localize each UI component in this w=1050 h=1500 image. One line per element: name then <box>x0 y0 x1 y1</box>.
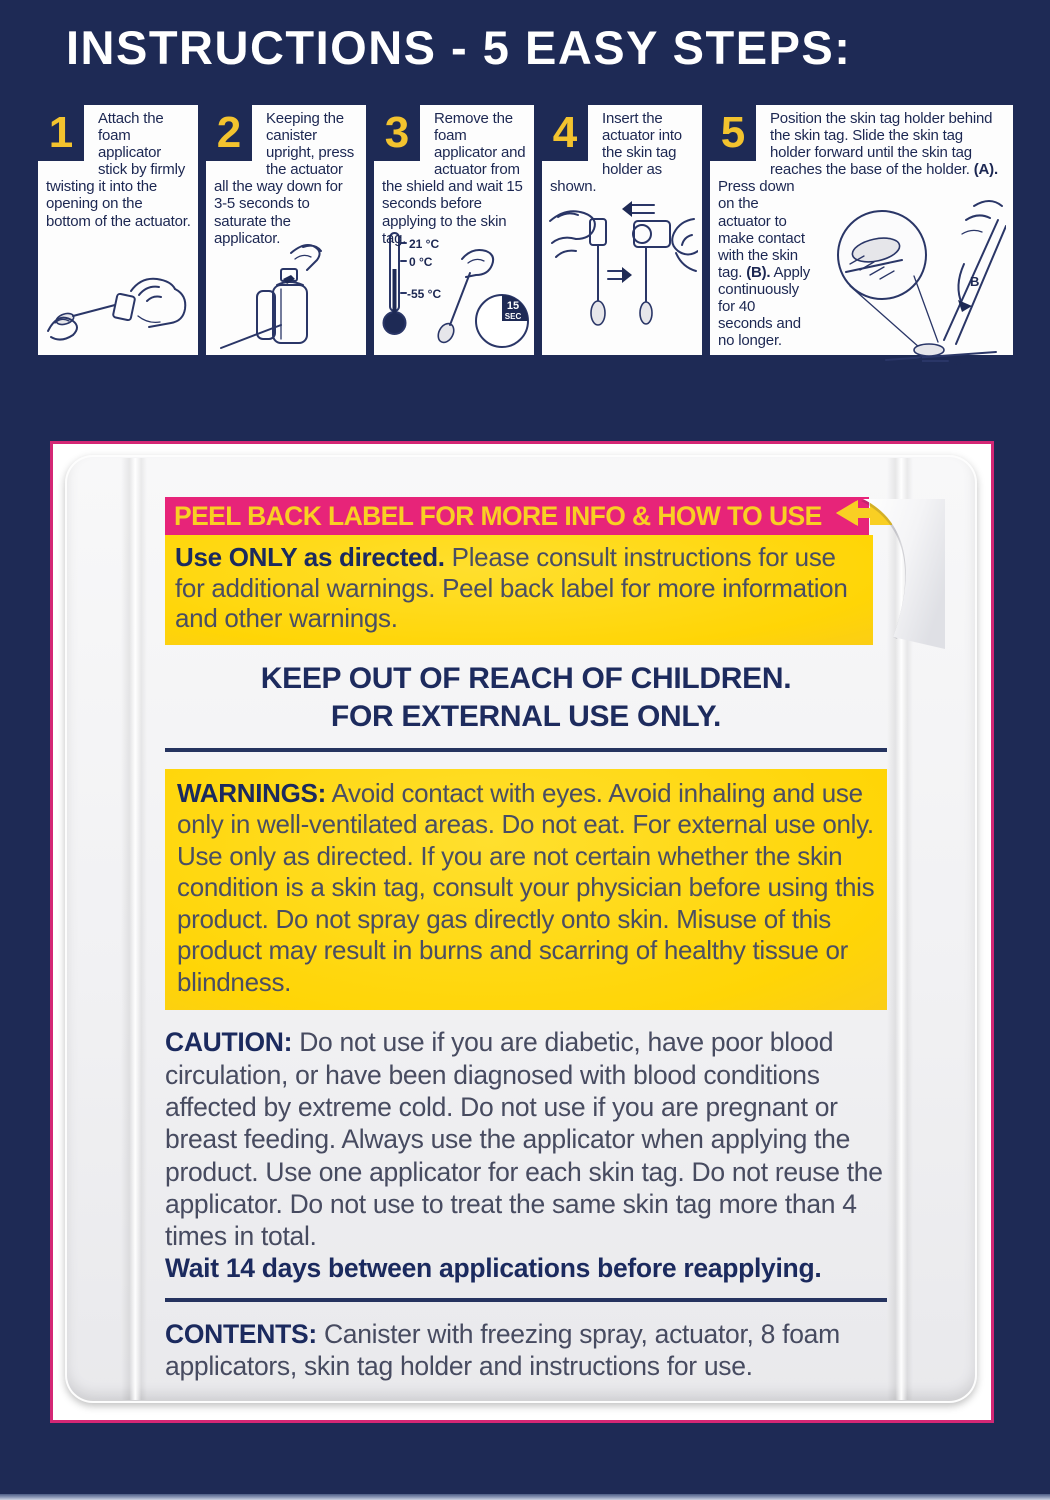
peel-back-banner <box>165 497 869 535</box>
step5-b-text: Apply continuously for 40 seconds and no longer. <box>718 263 811 350</box>
bottom-edge-highlight <box>0 1494 1050 1500</box>
step-text-1-body: Attach the foam applicator stick by firmly twisting it into the opening on the bottom of the actuator. <box>46 110 191 230</box>
peel-label-panel <box>50 441 994 1423</box>
step2-press-canister-illustration <box>206 233 366 351</box>
step5-a-label: (A). <box>973 161 998 179</box>
step5-label-a: A <box>954 353 964 366</box>
step-number-1: 1 <box>38 105 84 161</box>
step-number-5: 5 <box>710 105 756 161</box>
step-text-3-body: Remove the foam applicator and actuator from the shield and wait 15 seconds before applying to the skin tag. <box>382 110 526 247</box>
step5-apply-to-skin-tag-illustration <box>816 180 1006 369</box>
divider-bottom <box>165 1298 887 1302</box>
step5-label-b: B <box>970 274 980 290</box>
step-number-2: 2 <box>206 105 252 161</box>
contents-label: CONTENTS: <box>165 1318 317 1349</box>
caution-text: Do not use if you are diabetic, have poor blood circulation, or have been diagnosed with blood conditions affected by extreme cold. Do not use if you are pregnant or breast feeding. Always use the applicator when applying the product. Use one applicator for each skin tag. Do not reuse the applicator. Do not use to treat the same skin tag more than 4 times in total. <box>165 1027 883 1252</box>
steps-row <box>38 105 1013 366</box>
keep-out-warning <box>165 660 887 735</box>
page-title: INSTRUCTIONS - 5 EASY STEPS: <box>66 21 852 74</box>
arrow-left-icon <box>836 500 894 533</box>
step-box-5 <box>710 105 1013 366</box>
peel-back-banner-text: PEEL BACK LABEL FOR MORE INFO & HOW TO USE <box>174 500 822 531</box>
warnings-label: WARNINGS: <box>177 778 326 809</box>
step-box-2 <box>206 105 366 355</box>
step-text-2-body: Keeping the canister upright, press the actuator all the way down for 3-5 seconds to saturate the applicator. <box>214 110 355 247</box>
label-content <box>165 455 887 1382</box>
step-box-4 <box>542 105 702 355</box>
step-number-3: 3 <box>374 105 420 161</box>
step4-insert-actuator-into-holder-illustration <box>542 191 702 351</box>
thermometer-label-0c: 0 °C <box>409 255 433 269</box>
keep-out-line1: KEEP OUT OF REACH OF CHILDREN. <box>260 662 792 696</box>
thermometer-label-minus55c: -55 °C <box>407 287 442 301</box>
step5-b-label: (B). <box>746 263 771 281</box>
label-left-fold <box>121 458 147 1400</box>
step-text-5-intro: Position the skin tag holder behind the skin tag. Slide the skin tag holder forward until the skin tag reaches the base of the holder. <box>770 110 993 179</box>
timer-15-label: 15 <box>506 300 520 312</box>
step1-hands-twisting-applicator-illustration <box>38 261 198 351</box>
use-only-directed-box <box>165 535 873 645</box>
contents-paragraph <box>165 1318 887 1383</box>
warnings-text: Avoid contact with eyes. Avoid inhaling and use only in well-ventilated areas. Do not eat. For external use only. Use only as directed. If you are not certain whether the skin condition is a skin tag, consult your physician before using this product. Do not spray gas directly onto skin. Misuse of this product may result in burns and scarring of healthy tissue or blindness. <box>177 778 875 997</box>
use-only-bold-text: Use ONLY as directed. <box>175 542 445 572</box>
step-number-4: 4 <box>542 105 588 161</box>
step3-thermometer-timer-illustration <box>374 229 534 351</box>
caution-bold-line: Wait 14 days between applications before reapplying. <box>165 1253 822 1284</box>
keep-out-line2: FOR EXTERNAL USE ONLY. <box>330 699 722 733</box>
use-only-rest-text: Please consult instructions for use for additional warnings. Peel back label for more information and other warnings. <box>175 542 848 634</box>
divider-top <box>165 748 887 752</box>
warnings-box <box>165 769 887 1010</box>
contents-text: Canister with freezing spray, actuator, 8 foam applicators, skin tag holder and instructions for use. <box>165 1318 840 1382</box>
step-box-1 <box>38 105 198 355</box>
step-box-3 <box>374 105 534 355</box>
step5-a-text: Press down on the actuator to make contact with the skin tag. <box>718 178 805 281</box>
timer-sec-label: SEC <box>504 312 522 321</box>
label-card <box>65 455 977 1403</box>
label-right-fold <box>887 458 913 1400</box>
thermometer-label-21c: 21 °C <box>409 237 440 251</box>
caution-label: CAUTION: <box>165 1027 293 1058</box>
caution-paragraph <box>165 1026 887 1285</box>
step-text-4-body: Insert the actuator into the skin tag holder as shown. <box>550 110 682 196</box>
